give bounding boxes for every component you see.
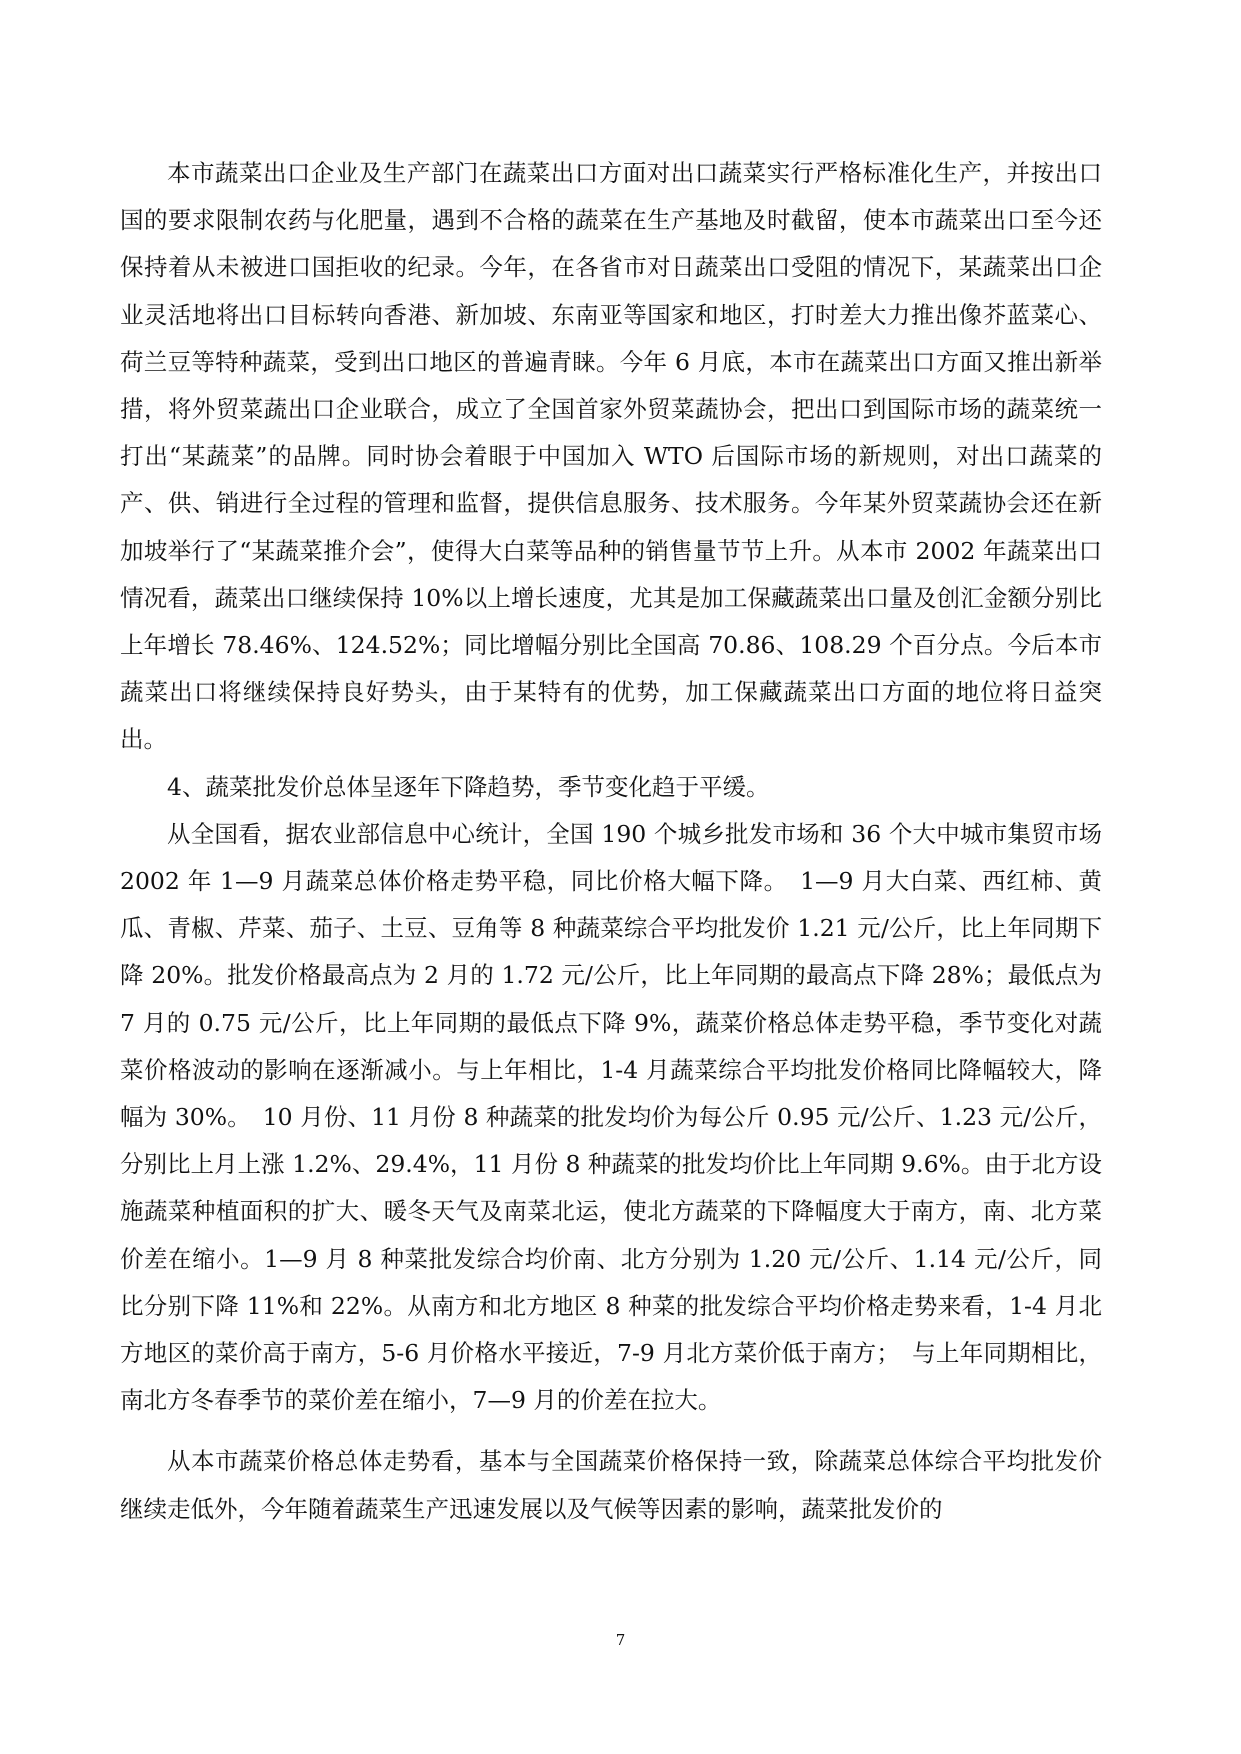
document-body — [120, 150, 1102, 1533]
section-heading-wholesale-price: 4、蔬菜批发价总体呈逐年下降趋势，季节变化趋于平缓。 — [167, 772, 770, 801]
paragraph-vegetable-export: 本市蔬菜出口企业及生产部门在蔬菜出口方面对出口蔬菜实行严格标准化生产，并按出口国的要求限制农药与化肥量，遇到不合格的蔬菜在生产基地及时截留，使本市蔬菜出口至今还保持着从未被进口国拒收的纪录。今年，在各省市对日蔬菜出口受阻的情况下，某蔬菜出口企业灵活地将出口目标转向香港、新加坡、东南亚等国家和地区，打时差大力推出像芥蓝菜心、荷兰豆等特种蔬菜，受到出口地区的普遍青睐。今年 6 月底，本市在蔬菜出口方面又推出新举措，将外贸菜蔬出口企业联合，成立了全国首家外贸菜蔬协会，把出口到国际市场的蔬菜统一打出“某蔬菜”的品牌。同时协会着眼于中国加入 WTO 后国际市场的新规则，对出口蔬菜的产、供、销进行全过程的管理和监督，提供信息服务、技术服务。今年某外贸菜蔬协会还在新加坡举行了“某蔬菜推介会”，使得大白菜等品种的销售量节节上升。从本市 2002 年蔬菜出口情况看，蔬菜出口继续保持 10%以上增长速度，尤其是加工保藏蔬菜出口量及创汇金额分别比上年增长 78.46%、124.52%；同比增幅分别比全国高 70.86、108.29 个百分点。今后本市蔬菜出口将继续保持良好势头，由于某特有的优势，加工保藏蔬菜出口方面的地位将日益突出。 — [120, 159, 1102, 754]
paragraph-local-price-trend: 从本市蔬菜价格总体走势看，基本与全国蔬菜价格保持一致，除蔬菜总体综合平均批发价继续走低外，今年随着蔬菜生产迅速发展以及气候等因素的影响，蔬菜批发价的 — [120, 1447, 1102, 1523]
page-number: 7 — [615, 1631, 626, 1649]
paragraph-national-price-trend: 从全国看，据农业部信息中心统计，全国 190 个城乡批发市场和 36 个大中城市集贸市场 2002 年 1—9 月蔬菜总体价格走势平稳，同比价格大幅下降。 1—9 月大白菜、西红柿、黄瓜、青椒、芹菜、茄子、土豆、豆角等 8 种蔬菜综合平均批发价 1.21 元/公斤，比上年同期下降 20%。批发价格最高点为 2 月的 1.72 元/公斤，比上年同期的最高点下降 28%；最低点为 7 月的 0.75 元/公斤，比上年同期的最低点下降 9%，蔬菜价格总体走势平稳，季节变化对蔬菜价格波动的影响在逐渐减小。与上年相比，1-4 月蔬菜综合平均批发价格同比降幅较大，降幅为 30%。 10 月份、11 月份 8 种蔬菜的批发均价为每公斤 0.95 元/公斤、1.23 元/公斤，分别比上月上涨 1.2%、29.4%，11 月份 8 种蔬菜的批发均价比上年同期 9.6%。由于北方设施蔬菜种植面积的扩大、暖冬天气及南菜北运，使北方蔬菜的下降幅度大于南方，南、北方菜价差在缩小。1—9 月 8 种菜批发综合均价南、北方分别为 1.20 元/公斤、1.14 元/公斤，同比分别下降 11%和 22%。从南方和北方地区 8 种菜的批发综合平均价格走势来看，1-4 月北方地区的菜价高于南方，5-6 月价格水平接近，7-9 月北方菜价低于南方； 与上年同期相比，南北方冬春季节的菜价差在缩小，7—9 月的价差在拉大。 — [120, 819, 1102, 1415]
